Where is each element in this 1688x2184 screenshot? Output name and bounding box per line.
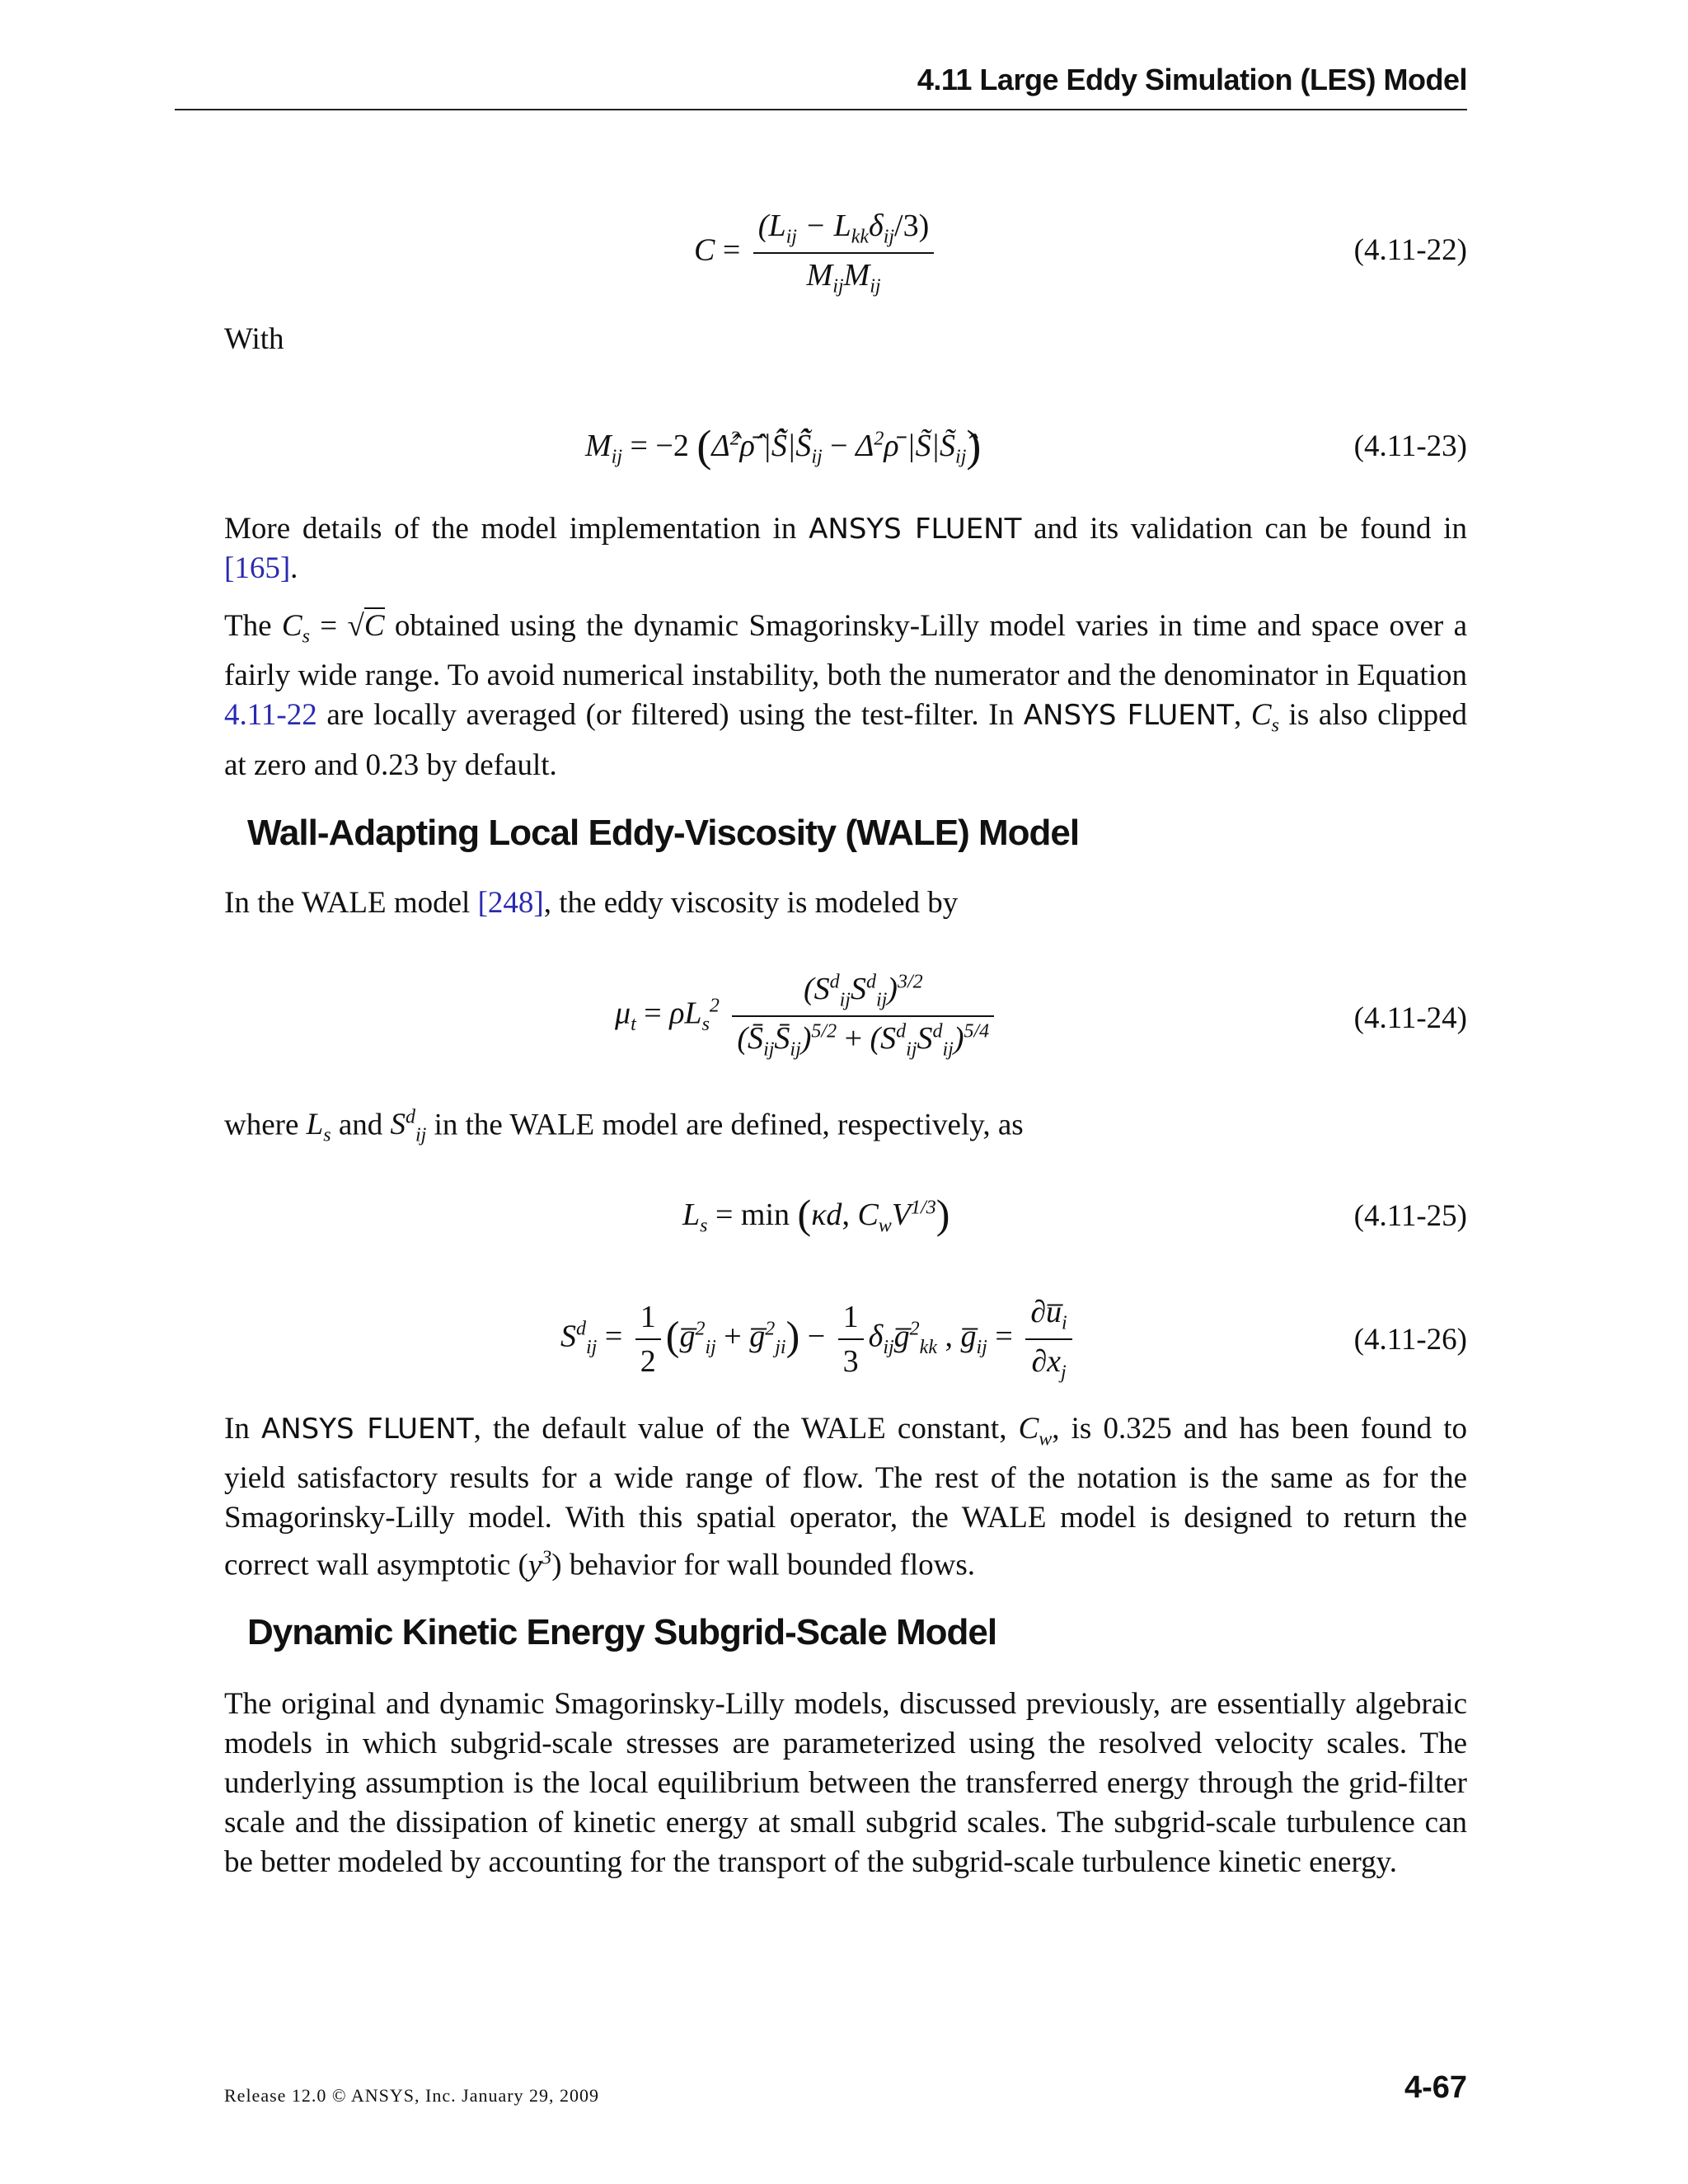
equation-4-11-23 xyxy=(0,412,1688,478)
section-title-dke: Dynamic Kinetic Energy Subgrid-Scale Model xyxy=(247,1612,997,1652)
text-run: , xyxy=(1233,698,1251,733)
footer-release: Release 12.0 © ANSYS, Inc. January 29, 2009 xyxy=(224,2085,600,2106)
math-ls: $L_s$ xyxy=(306,1108,331,1146)
equation-body: C = $\frac{(L_{ij} - L_{kk}\delta_{ij}/3)}{M_{ij}M_{ij}}$ xyxy=(694,208,939,298)
running-header xyxy=(175,59,1467,110)
equation-4-11-22 xyxy=(0,204,1688,297)
equation-4-11-24 xyxy=(0,966,1688,1073)
running-title: 4.11 Large Eddy Simulation (LES) Model xyxy=(917,63,1467,96)
paragraph-wale-constant xyxy=(224,1409,1467,1586)
text-run: . xyxy=(290,551,298,585)
equation-body: $L_s = \min (\kappa d$, $C_wV^{1/3}$) xyxy=(682,1191,950,1237)
product-name: ANSYS FLUENT xyxy=(260,1413,474,1446)
text-run: More details of the model implementation in xyxy=(224,512,809,546)
text-run: in the WALE model are defined, respectively, as xyxy=(426,1108,1024,1142)
paragraph-where xyxy=(224,1098,1467,1155)
section-title-wale: Wall-Adapting Local Eddy-Viscosity (WALE) Model xyxy=(247,813,1080,853)
text-run: is also clipped at zero and 0.23 by default. xyxy=(224,698,1468,782)
text-run: where xyxy=(224,1108,307,1142)
text-run: , is 0.325 and has been found to yield satisfactory results for a wide range of flow. The rest of the notation is the same as for the Smagorinsky-Lilly model. With this spatial operator, the WALE model is designed to return the correct wall asymptotic ( xyxy=(224,1412,1467,1582)
product-name: ANSYS FLUENT xyxy=(809,513,1022,546)
math-cs-sqrt: $C_s = √C$ xyxy=(281,609,385,648)
equation-number: (4.11-24) xyxy=(1353,1001,1467,1035)
product-name: ANSYS FLUENT xyxy=(1023,699,1234,733)
text-run: ) behavior for wall bounded flows. xyxy=(551,1548,976,1582)
paragraph-details xyxy=(224,509,1467,588)
equation-number: (4.11-25) xyxy=(1353,1199,1467,1233)
text-run: , the default value of the WALE constant, xyxy=(473,1412,1019,1446)
equation-4-11-25 xyxy=(0,1187,1688,1244)
page-number: 4-67 xyxy=(1404,2070,1467,2105)
text-run: and its validation can be found in xyxy=(1021,512,1467,546)
text-run: The xyxy=(224,609,282,643)
equation-link[interactable]: 4.11-22 xyxy=(224,698,317,733)
text-run: In the WALE model xyxy=(224,886,478,920)
text-run: are locally averaged (or filtered) using the test-filter. In xyxy=(316,698,1024,733)
paragraph-dke: The original and dynamic Smagorinsky-Lilly models, discussed previously, are essentially algebraic models in which subgrid-scale stresses are parameterized using the resolved velocity scales. The underlying assumption is the local equilibrium between the transferred energy through the grid-filter scale and the dissipation of kinetic energy at small subgrid scales. The subgrid-scale turbulence can be better modeled by accounting for the transport of the subgrid-scale turbulence kinetic energy. xyxy=(224,1687,1467,1879)
math-sdij: $S^d_{ij}$ xyxy=(390,1107,427,1146)
equation-number: (4.11-23) xyxy=(1353,429,1467,463)
math-cs: $C_s$ xyxy=(1250,698,1279,737)
citation-link[interactable]: [165] xyxy=(224,551,291,585)
equation-number: (4.11-26) xyxy=(1353,1323,1467,1357)
math-cw: $C_w$ xyxy=(1018,1412,1053,1451)
text-run: obtained using the dynamic Smagorinsky-Lilly model varies in time and space over a fairly wide range. To avoid numerical instability, both the numerator and the denominator in Equation xyxy=(224,609,1468,693)
text-run: , the eddy viscosity is modeled by xyxy=(543,886,959,920)
with-label: With xyxy=(224,322,284,356)
equation-body: $S^d_{ij}$ = $\frac{1}{2}$ (g̅$^2_{ij}$ + g̅$^2_{ji}$) − $\frac{1}{3}$ $\delta_{ij}g̅^2_{kk}$ , $g̅_{ij}$ = $\frac{\partial u̅_i}{\partial x_j}$ xyxy=(560,1294,1077,1384)
text-run: In xyxy=(224,1412,261,1446)
paragraph-wale-intro xyxy=(224,883,1467,923)
equation-number: (4.11-22) xyxy=(1353,233,1467,267)
text-run: and xyxy=(331,1108,391,1142)
equation-4-11-26 xyxy=(0,1294,1688,1385)
math-y3: $y^3$ xyxy=(528,1547,552,1582)
equation-body: $\mu_t = \rho L_s^2$ $\frac{(S^d_{ij}S^d_{ij})^{3/2}}{(S̄_{ij}S̄_{ij})^{5/2} + (S^d_{ij}S^d_{ij})^{5/4}}$ xyxy=(615,971,999,1061)
equation-body: $M_{ij} = -2$ (Δ̂$^2$ρ̄̂ $|S̃̂|S̃̂_{ij}$ − $\Delta^2\rhō$ $|S̃|S̃_{ij}$) xyxy=(585,421,982,471)
paragraph-cs xyxy=(224,607,1467,785)
citation-link[interactable]: [248] xyxy=(477,886,544,920)
